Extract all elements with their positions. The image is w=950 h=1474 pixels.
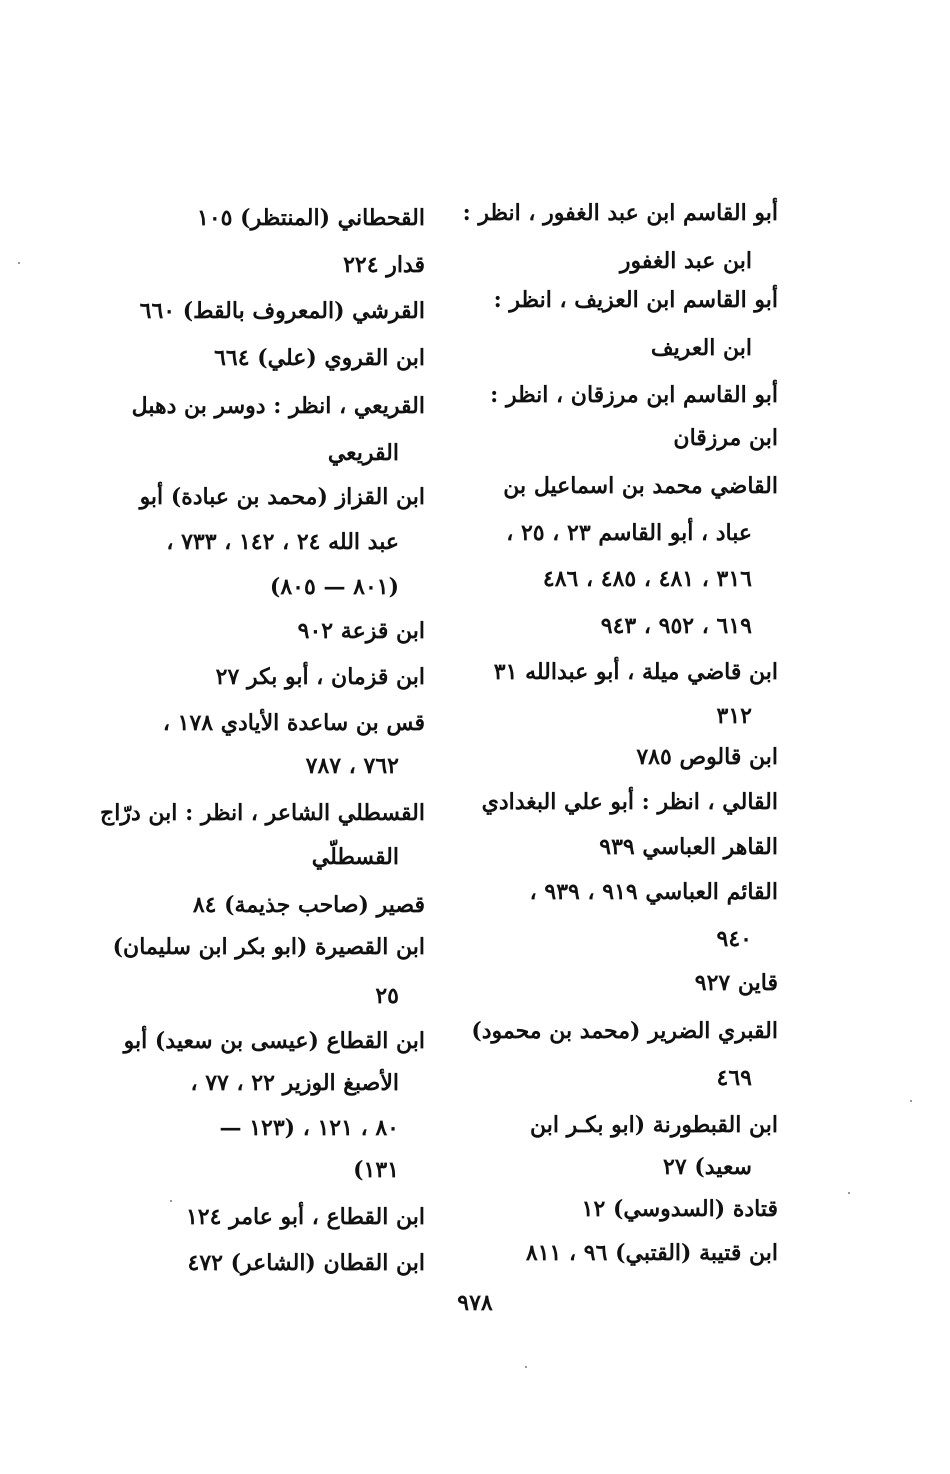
index-entry: القحطاني (المنتظر) ١٠٥: [197, 205, 425, 231]
index-entry: ابن القبطورنة (ابو بكـر ابن: [529, 1112, 778, 1138]
index-entry-continuation: ١٣١): [353, 1157, 399, 1183]
index-entry: أبو القاسم ابن العزيف ، انظر :: [493, 287, 778, 313]
index-entry-continuation: ٣١٢: [716, 703, 752, 729]
index-entry: ابن القطاع ، أبو عامر ١٢٤: [185, 1204, 425, 1230]
index-entry: ابن قزعة ٩٠٢: [297, 618, 425, 644]
index-entry: القالي ، انظر : أبو علي البغدادي: [481, 789, 778, 815]
index-entry-continuation: القريعي: [327, 440, 399, 466]
index-entry: القاهر العباسي ٩٣٩: [599, 834, 778, 860]
index-entry: ابن قاضي ميلة ، أبو عبدالله ٣١: [493, 659, 778, 685]
scan-speck: [525, 1366, 527, 1368]
index-entry: ابن القزاز (محمد بن عبادة) أبو: [139, 484, 425, 510]
index-entry-continuation: عبد الله ٢٤ ، ١٤٢ ، ٧٣٣ ،: [166, 529, 399, 555]
scan-speck: [848, 1192, 850, 1194]
index-entry: قدار ٢٢٤: [343, 252, 425, 278]
index-entry: قصير (صاحب جذيمة) ٨٤: [192, 892, 425, 918]
index-entry: القرشي (المعروف بالقط) ٦٦٠: [139, 298, 425, 324]
index-entry-continuation: ابن مرزقان: [673, 425, 778, 451]
index-entry: ابن القروي (علي) ٦٦٤: [214, 345, 425, 371]
index-entry-continuation: ٣١٦ ، ٤٨١ ، ٤٨٥ ، ٤٨٦: [542, 566, 752, 592]
index-entry: القاضي محمد بن اسماعيل بن: [503, 473, 778, 499]
index-entry: ابن قالوص ٧٨٥: [636, 744, 778, 770]
index-entry-continuation: عباد ، أبو القاسم ٢٣ ، ٢٥ ،: [506, 520, 752, 546]
index-entry-continuation: القسطلّي: [311, 844, 399, 870]
index-entry: ابن قتيبة (القتبي) ٩٦ ، ٨١١: [525, 1240, 778, 1266]
index-entry: قتادة (السدوسي) ١٢: [581, 1196, 778, 1222]
index-entry: أبو القاسم ابن مرزقان ، انظر :: [490, 382, 778, 408]
index-entry: ابن القطان (الشاعر) ٤٧٢: [187, 1250, 425, 1276]
index-entry-continuation: (٨٠١ — ٨٠٥): [269, 574, 399, 600]
index-entry: القبري الضرير (محمد بن محمود): [471, 1018, 778, 1044]
index-entry: أبو القاسم ابن عبد الغفور ، انظر :: [462, 200, 778, 226]
index-entry: قس بن ساعدة الأيادي ١٧٨ ،: [162, 710, 425, 736]
index-entry: ابن القصيرة (ابو بكر ابن سليمان): [112, 934, 425, 960]
index-entry: قاين ٩٢٧: [694, 970, 778, 996]
index-entry: القسطلي الشاعر ، انظر : ابن درّاج: [100, 800, 425, 826]
index-entry: القريعي ، انظر : دوسر بن دهبل: [131, 393, 425, 419]
index-entry-continuation: ٧٦٢ ، ٧٨٧: [305, 753, 399, 779]
scan-speck: [18, 262, 20, 264]
index-entry-continuation: ٨٠ ، ١٢١ ، (١٢٣ —: [219, 1115, 399, 1141]
index-entry-continuation: الأصبغ الوزير ٢٢ ، ٧٧ ،: [190, 1070, 399, 1096]
index-entry-continuation: ٩٤٠: [716, 926, 752, 952]
index-entry-continuation: ابن عبد الغفور: [619, 248, 752, 274]
scan-speck: [170, 1200, 172, 1202]
scan-speck: [910, 1100, 912, 1102]
index-entry-continuation: سعيد) ٢٧: [663, 1154, 752, 1180]
index-entry: ابن القطاع (عيسى بن سعيد) أبو: [123, 1028, 425, 1054]
page-number: ٩٧٨: [457, 1290, 493, 1316]
index-entry: ابن قزمان ، أبو بكر ٢٧: [215, 664, 425, 690]
index-entry-continuation: ابن العريف: [650, 335, 752, 361]
index-entry-continuation: ٦١٩ ، ٩٥٢ ، ٩٤٣: [600, 613, 752, 639]
index-entry-continuation: ٢٥: [375, 983, 399, 1009]
index-entry: القائم العباسي ٩١٩ ، ٩٣٩ ،: [529, 879, 778, 905]
index-entry-continuation: ٤٦٩: [716, 1065, 752, 1091]
